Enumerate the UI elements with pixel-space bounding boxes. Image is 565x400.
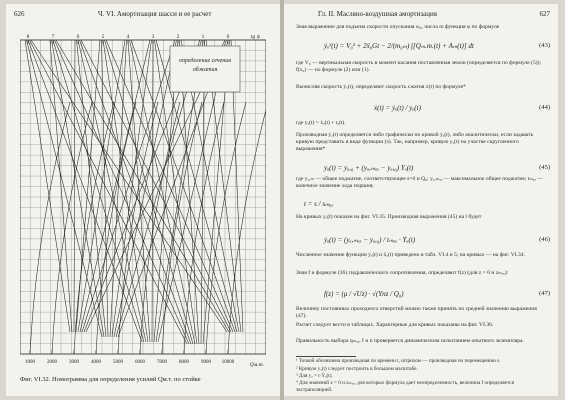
equation-number: (45) <box>539 164 550 171</box>
footnote: ¹ Точкой обозначена производная по времени t, штрихом — производная по перемещению s. <box>296 358 501 364</box>
paragraph: На кривых yₐ(t) показан на фиг. VI.35. Производная выражения (45) на t будет <box>296 214 482 220</box>
bottom-scale-tick-label: 1000 <box>25 360 35 365</box>
top-scale-tick-label: 5 <box>101 34 105 40</box>
top-scale-tick-label: 8 <box>26 34 30 40</box>
formula: yₐ(t) = yₐ,₀ + (yₐ,ₘₐₓ − yₐ,₀) Yₐ(t) <box>324 164 414 172</box>
left-running-head: Ч. VI. Амортизация шасси и ее расчет <box>98 10 212 18</box>
nomogram-bottom-scale <box>25 350 235 365</box>
paragraph: Производная ẏₐ(t) определяется либо графически по кривой ẏₐ(t), либо аналитически, если задавать кривую представить в виде функции (з). Так, например, кривую yₐ(t) на участке скругленного выражения* <box>296 132 534 153</box>
footnote: ³ Для yₐ = t·Ẏₐ(t). <box>296 373 333 379</box>
bottom-scale-tick-label: 9000 <box>201 360 211 365</box>
formula: f(z) = (μ / √Uz) · √(Ynz / Q₀) <box>324 290 404 298</box>
paragraph: где yₐ(t) = ẋₐ(t) + tₐ(t). <box>296 120 346 126</box>
paragraph: Расчет следует вести в таблицах. Характерные для кривых показаны на фиг. VI.36. <box>296 322 494 328</box>
nomogram-ray <box>25 40 70 332</box>
bottom-scale-tick-label: 5000 <box>113 360 123 365</box>
top-scale-tick-label: 7 <box>51 34 55 40</box>
footnote-rule <box>296 356 356 357</box>
bottom-scale-tick-label: 8000 <box>179 360 189 365</box>
nomogram-ray <box>77 40 107 337</box>
nomogram-ray <box>53 40 144 342</box>
equation-number: (47) <box>539 290 550 297</box>
equation-number: (46) <box>539 236 550 243</box>
right-page-number: 627 <box>539 10 550 18</box>
top-scale-tick-label: 1 <box>201 34 205 40</box>
paragraph: Численное значение функции ẏₐ(t) и ẍₐ(t) приведено в табл. VI.4 и 5; на кривых — на фиг. VI.34. <box>296 252 526 258</box>
nomogram-top-unit: tg ψ <box>250 34 260 40</box>
nomogram-ray <box>114 40 177 337</box>
right-page <box>284 4 558 396</box>
left-page-number: 626 <box>14 10 25 18</box>
right-running-head: Гл. II. Масляно-воздушная амортизация <box>318 10 437 18</box>
nomogram-ray <box>27 40 103 337</box>
nomogram-zone-label-2: обжатия <box>192 67 218 73</box>
paragraph: Зная f и формуле (36) гидравлического сопротивления, определяют f(z) (для z = 0 и zₘₐₓ): <box>296 270 509 276</box>
nomogram-ray <box>110 40 127 337</box>
top-scale-tick-label: 6 <box>76 34 80 40</box>
nomogram-ray <box>28 40 142 342</box>
top-scale-tick-label: 4 <box>126 34 130 40</box>
formula: ẏₐ²(t) = V₀² + 2ẍ₀Gt − 2/(m₀ₘ) ∫[Qₘ.т.(t) + Aₘ(t)] dt <box>324 42 474 50</box>
nomogram-curve <box>74 102 114 354</box>
paragraph: Вычисляя скорость ẏₐ(t), определяют скорость сжатия ẋ(t) по формуле* <box>296 84 466 90</box>
formula: ẋ(t) = ẏₐ(t) / yₐ(t) <box>374 104 421 112</box>
equation-number: (44) <box>539 104 550 111</box>
footnote: ² Кривую yₐ(t) следует построить в большом масштабе. <box>296 366 418 372</box>
bottom-scale-tick-label: 10000 <box>221 360 235 365</box>
nomogram-bottom-unit: Qм.т. <box>249 362 264 368</box>
left-page <box>6 4 280 396</box>
figure-caption: Фиг. VI.32. Номограмма для определения усилий Qм.т. по стойке <box>20 376 201 383</box>
nomogram-ray <box>80 40 150 332</box>
nomogram <box>20 32 266 370</box>
top-scale-tick-label: 0 <box>226 34 230 40</box>
paragraph: где V₀ — вертикальная скорость в момент касания поставленная земли (определяется по формуле (5)); f(x₀) — по формуле (2) или (1). <box>296 60 542 74</box>
paragraph: Зная выражение для подъема скорости опускания ω₀, числа m функция φ по формуле <box>296 24 500 30</box>
bottom-scale-tick-label: 3000 <box>69 360 79 365</box>
top-scale-tick-label: 3 <box>151 34 155 40</box>
bottom-scale-tick-label: 4000 <box>91 360 101 365</box>
bottom-scale-tick-label: 2000 <box>47 360 57 365</box>
nomogram-zone-label-1: определение сечения <box>178 58 232 64</box>
top-scale-tick-label: 2 <box>176 34 180 40</box>
paragraph: Величину постоянных проходного отверстий можно также принять по средней значению выражения (47). <box>296 306 537 320</box>
equation-number: (43) <box>539 42 550 49</box>
paragraph: где yₐ,ₘ — общее поджатие, соответствующее s=0 и Q₀; yₐ,ₘₐₓ — максимальное общее поджатие; tₘₐₓ — конечное значение хода поршня; <box>296 176 543 190</box>
bottom-scale-tick-label: 6000 <box>135 360 145 365</box>
nomogram-curve <box>228 102 266 354</box>
bottom-scale-tick-label: 7000 <box>157 360 167 365</box>
nomogram-curve <box>162 102 202 354</box>
formula: ẏₐ(t) = (yₐ,ₘₐₓ − yₐ,₀) / tₘₐₓ · Ẏₐ(t) <box>324 236 416 244</box>
paragraph: Правильность выбора qₘₐₓ, f и n проверяется динамическим испытанием опытного экземпляра. <box>296 338 524 344</box>
footnote: ⁴ Для значений z = 0 и zₘₐₓ, для которых формула дает неопределенность, величина f определяется экстраполяцией. <box>296 380 514 393</box>
formula: t = s / sₘₐₓ <box>304 200 334 208</box>
nomogram-curve <box>52 102 92 354</box>
